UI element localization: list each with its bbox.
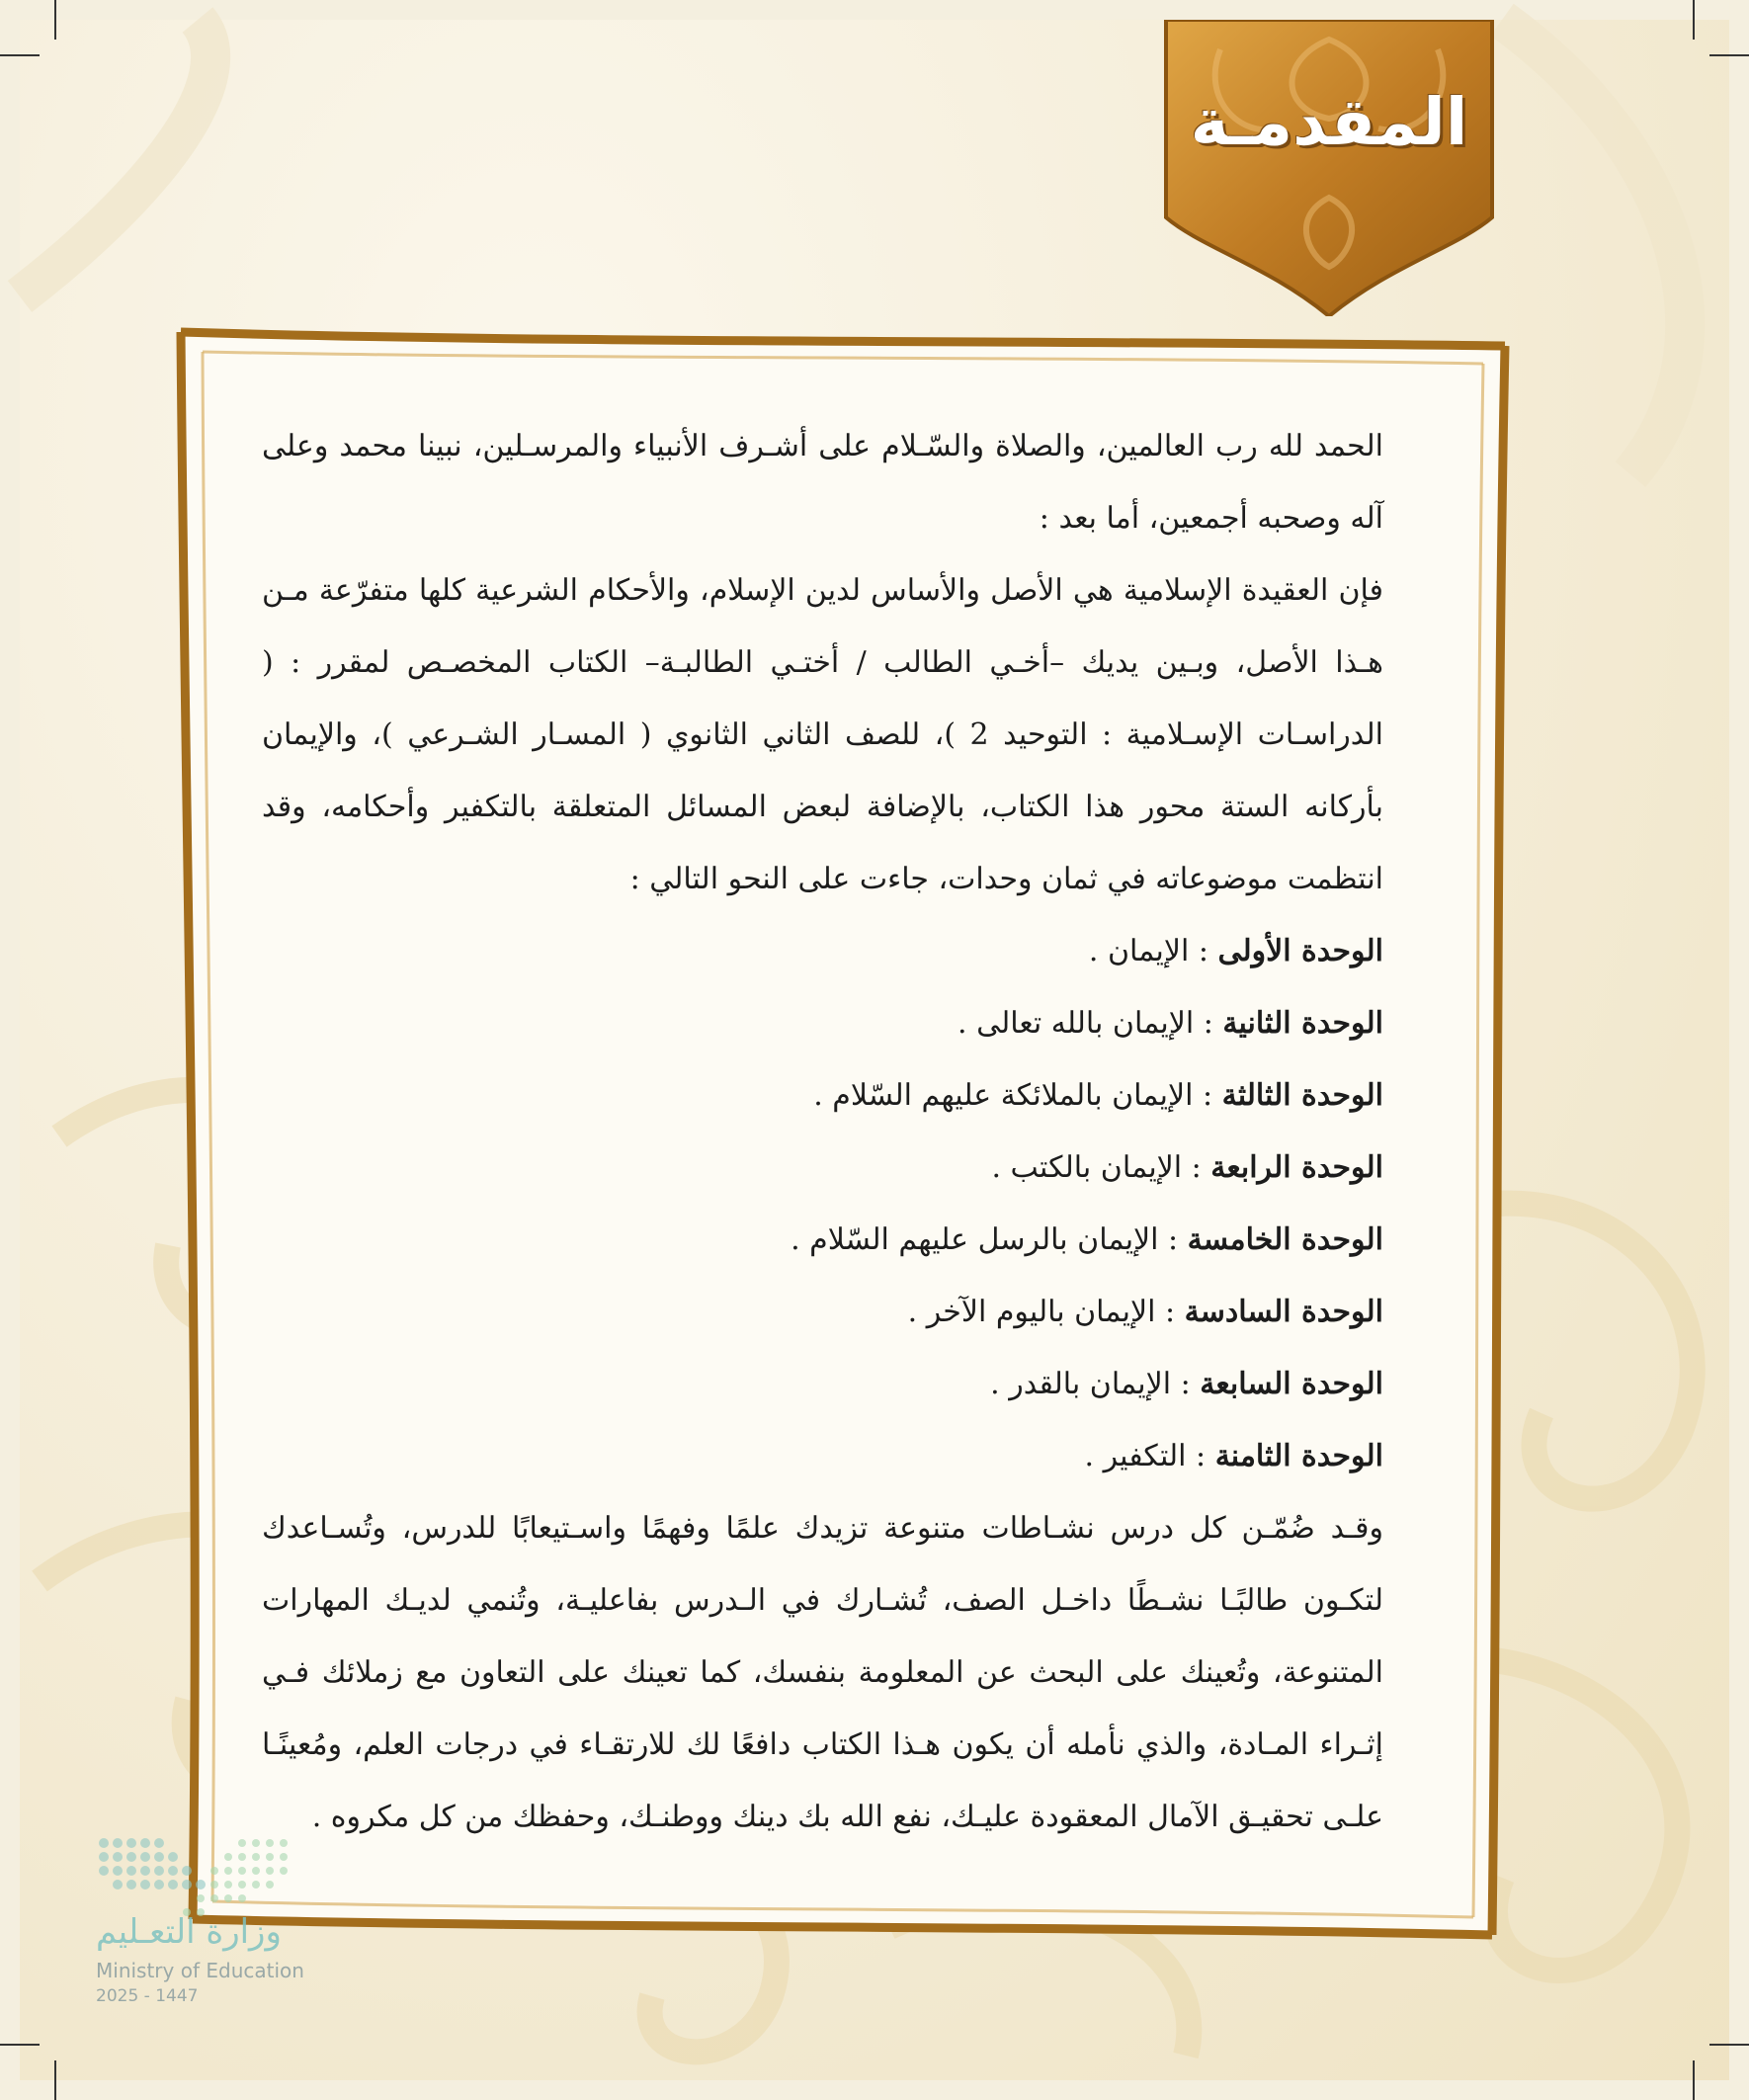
unit-line-2 xyxy=(262,987,1383,1059)
unit-topic: : الإيمان بالملائكة عليهم السّلام . xyxy=(813,1078,1222,1113)
unit-line-7 xyxy=(262,1348,1383,1420)
unit-line-1 xyxy=(262,915,1383,987)
unit-line-4 xyxy=(262,1132,1383,1204)
title-banner xyxy=(1161,20,1497,316)
unit-label: الوحدة الرابعة xyxy=(1210,1150,1383,1185)
unit-label: الوحدة الثانية xyxy=(1222,1006,1383,1041)
unit-topic: : الإيمان باليوم الآخر . xyxy=(907,1295,1185,1329)
introduction-text xyxy=(262,410,1383,1853)
unit-line-6 xyxy=(262,1276,1383,1348)
intro-paragraph-2: فإن العقيدة الإسلامية هي الأصل والأساس لدين الإسلام، والأحكام الشرعية كلها متفرّعة مـن هـذا الأصل، وبـين يديك –أخـي الطالب / أختـي الطالبـة– الكتاب المخصـص لمقرر : ( الدراسـات الإسـلامية : التوحيد 2 )، للصف الثاني الثانوي ( المسـار الشـرعي )، والإيمان بأركانه الستة محور هذا الكتاب، بالإضافة لبعض المسائل المتعلقة بالتكفير وأحكامه، وقد انتظمت موضوعاته في ثمان وحدات، جاءت على النحو التالي : xyxy=(262,573,1384,896)
unit-label: الوحدة السادسة xyxy=(1184,1295,1383,1329)
closing-paragraph: وقـد ضُمّـن كل درس نشـاطات متنوعة تزيدك علمًا وفهمًا واسـتيعابًا للدرس، وتُسـاعدك لتكـون طالبًـا نشـطًا داخـل الصف، تُشـارك في الـدرس بفاعليـة، وتُنمي لديـك المهارات المتنوعة، وتُعينك على البحث عن المعلومة بنفسك، كما تعينك على التعاون مع زملائك فـي إثـراء المـادة، والذي نأمله أن يكون هـذا الكتاب دافعًا لك للارتقـاء في درجات العلم، ومُعينًـا علـى تحقيـق الآمال المعقودة عليـك، نفع الله بك دينك ووطنـك، وحفظك من كل مكروه . xyxy=(262,1511,1383,1834)
unit-label: الوحدة الأولى xyxy=(1217,934,1383,968)
unit-label: الوحدة السابعة xyxy=(1200,1367,1383,1401)
unit-topic: : الإيمان . xyxy=(1088,934,1218,968)
ministry-name-english: Ministry of Education xyxy=(96,1959,304,1982)
unit-topic: : الإيمان بالقدر . xyxy=(990,1367,1201,1401)
ministry-name-arabic: وزارة التعـليم xyxy=(96,1912,282,1952)
unit-line-8 xyxy=(262,1420,1383,1492)
page-title: المقدمـة xyxy=(1190,84,1468,160)
unit-topic: : الإيمان بالكتب . xyxy=(991,1150,1211,1185)
unit-topic: : الإيمان بالله تعالى . xyxy=(958,1006,1223,1041)
unit-label: الوحدة الثامنة xyxy=(1214,1439,1383,1473)
edition-year: 2025 - 1447 xyxy=(96,1986,199,2006)
intro-paragraph-1: الحمد لله رب العالمين، والصلاة والسّـلام على أشـرف الأنبياء والمرسـلين، نبينا محمد وعلى آله وصحبه أجمعين، أما بعد : xyxy=(262,429,1383,536)
unit-line-5 xyxy=(262,1204,1383,1276)
unit-label: الوحدة الخامسة xyxy=(1187,1222,1383,1257)
unit-topic: : التكفير . xyxy=(1084,1439,1215,1473)
unit-label: الوحدة الثالثة xyxy=(1221,1078,1383,1113)
unit-topic: : الإيمان بالرسل عليهم السّلام . xyxy=(791,1222,1188,1257)
unit-line-3 xyxy=(262,1059,1383,1132)
